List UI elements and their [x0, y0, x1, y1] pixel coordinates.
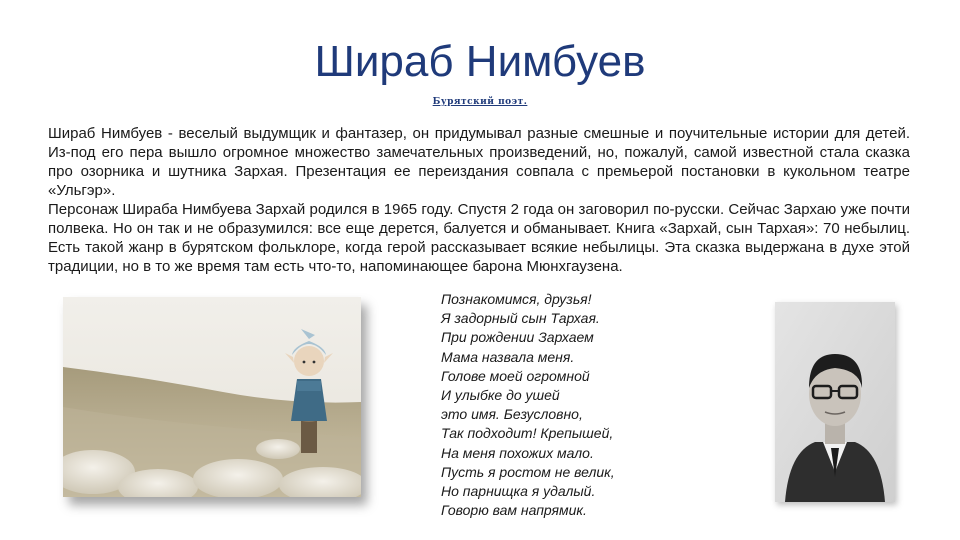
- zarkhai-illustration: [63, 297, 361, 497]
- poem-line: Познакомимся, друзья!: [441, 291, 592, 307]
- illustration-image: [63, 297, 361, 497]
- poem-line: Но парнищка я удалый.: [441, 483, 596, 500]
- slide-subtitle: Бурятский поэт.: [432, 97, 528, 107]
- poem-line: На меня похожих мало.: [441, 444, 594, 461]
- body-text: [48, 124, 910, 276]
- body-paragraph: Шираб Нимбуев - веселый выдумщик и фантазер, он придумывал разные смешные и поучительные истории для детей. Из-под его пера вышло огромное множество замечательных произведений, но, пожалуй, самой известной стала сказка про озорника и шутника Зархая. Презентация ее переиздания совпала с премьерой постановки в кукольном театре «Ульгэр».: [48, 125, 910, 199]
- slide-title: Шираб Нимбуев: [314, 37, 646, 86]
- poem-line: При рождении Зархаем: [441, 329, 594, 346]
- poem: [441, 290, 741, 520]
- poem-line: Я задорный сын Тархая.: [441, 310, 600, 327]
- poem-line: Так подходит! Крепышей,: [441, 425, 614, 442]
- author-portrait: [775, 302, 895, 502]
- poem-line: И улыбке до ушей: [441, 387, 560, 404]
- poem-line: Голове моей огромной: [441, 367, 590, 384]
- portrait-image: [775, 302, 895, 502]
- poem-line: Мама назвала меня.: [441, 348, 575, 365]
- poem-line: Пусть я ростом не велик,: [441, 463, 615, 480]
- poem-line: это имя. Безусловно,: [441, 406, 583, 423]
- body-paragraph: Персонаж Шираба Нимбуева Зархай родился в 1965 году. Спустя 2 года он заговорил по-русски. Сейчас Зархаю уже почти полвека. Но он так и не образумился: все еще дерется, балуется и обманывает. Книга «Зархай, сын Тархая»: 70 небылиц. Есть такой жанр в бурятском фольклоре, когда герой рассказывает всякие небылицы. Эта сказка выдержана в духе этой традиции, но в то же время там есть что-то, напоминающее барона Мюнхгаузена.: [48, 201, 910, 275]
- poem-line: Говорю вам напрямик.: [441, 502, 587, 519]
